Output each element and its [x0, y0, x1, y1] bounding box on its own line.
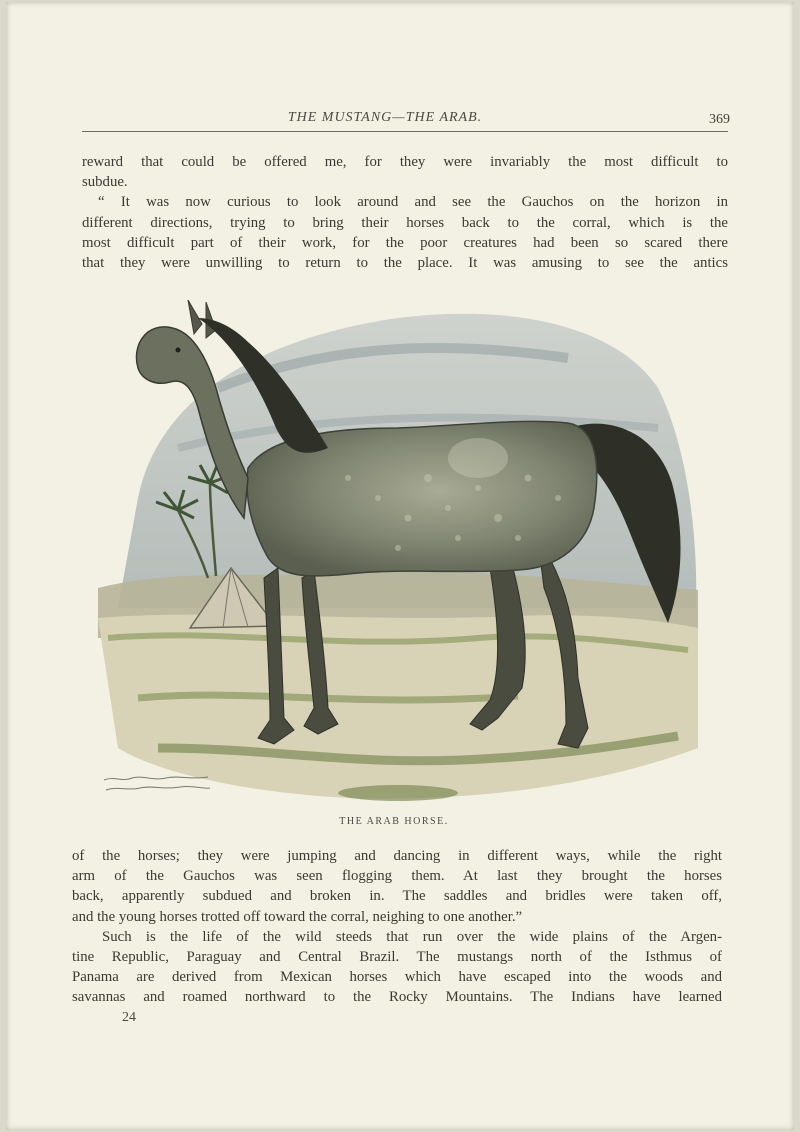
text-line: reward that could be offered me, for they were invariably the most difficult to — [82, 154, 728, 170]
text-line: arm of the Gauchos was seen flogging them. At last they brought the horses — [72, 868, 722, 885]
text-line: back, apparently subdued and broken in. The saddles and bridles were taken off, — [72, 888, 722, 905]
signature-mark: 24 — [122, 1010, 136, 1025]
page-number: 369 — [709, 112, 730, 127]
text-line: “ It was now curious to look around and see the Gauchos on the horizon in — [98, 194, 728, 211]
text-line: that they were unwilling to return to the place. It was amusing to see the antics — [82, 255, 728, 272]
text-line: Such is the life of the wild steeds that run over the wide plains of the Argen- — [102, 928, 722, 945]
text-line: most difficult part of their work, for the poor creatures had been so scared there — [82, 234, 728, 251]
text-line: and the young horses trotted off toward the corral, neighing to one another.” — [72, 908, 523, 925]
text-block-top — [82, 152, 728, 273]
running-head — [80, 110, 730, 132]
text-line: subdue. — [82, 174, 128, 191]
artist-signature — [102, 772, 212, 797]
text-block-bottom — [72, 846, 722, 1008]
signature-scribble — [102, 772, 212, 794]
arab-horse-illustration — [98, 278, 698, 808]
running-head-title: THE MUSTANG—THE ARAB. — [287, 110, 483, 125]
text-line: tine Republic, Paraguay and Central Brazil. The mustangs north of the Isthmus of — [72, 949, 722, 966]
text-line: Panama are derived from Mexican horses which have escaped into the woods and — [72, 969, 722, 986]
text-line: savannas and roamed northward to the Rocky Mountains. The Indians have learned — [72, 989, 722, 1006]
text-line: of the horses; they were jumping and dancing in different ways, while the right — [72, 848, 722, 864]
text-line: different directions, trying to bring their horses back to the corral, which is the — [82, 214, 728, 231]
illustration-caption: THE ARAB HORSE. — [339, 816, 449, 827]
header-rule — [82, 131, 728, 132]
